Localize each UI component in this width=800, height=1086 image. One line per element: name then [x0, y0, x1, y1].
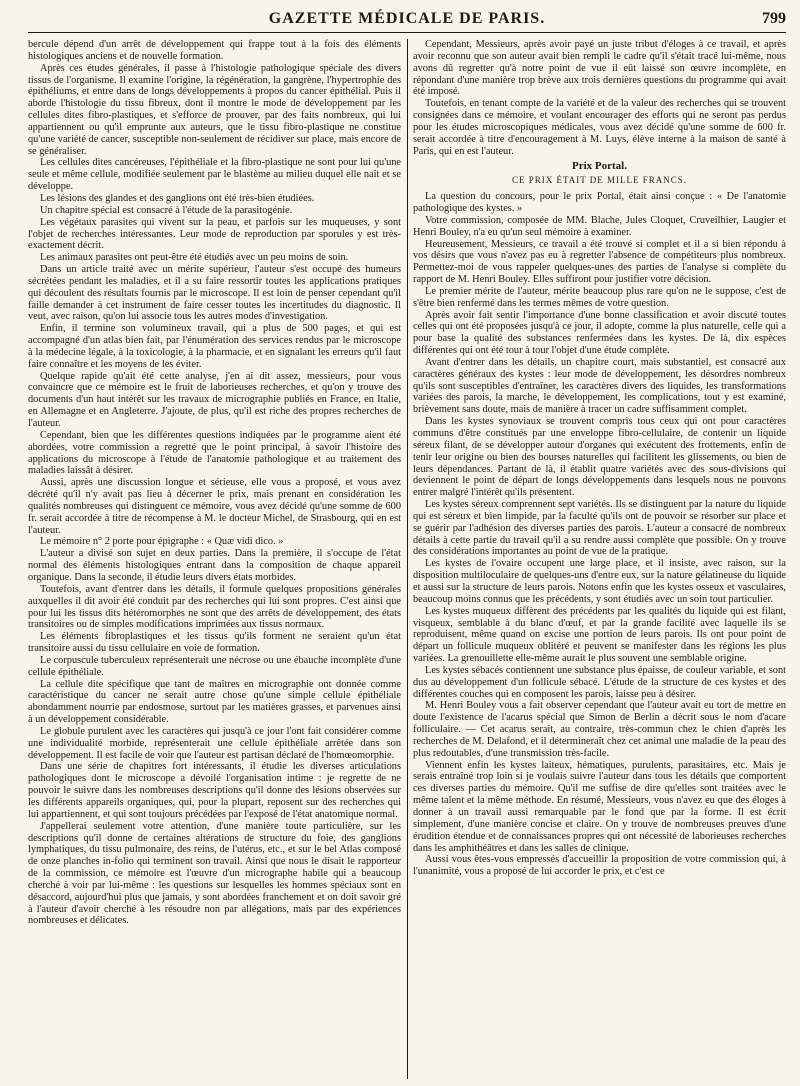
- section-subtitle: CE PRIX ÉTAIT DE MILLE FRANCS.: [511, 175, 688, 186]
- paragraph: J'appellerai seulement votre attention, d'une manière toute particulière, sur les descriptions qu'il donne de certaines altérations de structure du foie, des ganglions lymphatiques, du tissu pulmonaire, des reins, de l'utérus, etc., et sur le bel Atlas composé de onze planches in-folio qui terminent son travail. Ainsi que nous le disait le rapporteur de la commission, ce mémoire est l'œuvre d'un micrographe habile qui a beaucoup cherché à voir par lui-même : les questions sur lesquelles les hommes spéciaux sont en désaccord, aujourd'hui plus que jamais, y sont abordées franchement et on doit savoir gré à l'auteur d'avoir cherché à les résoudre non par allégations, mais par des expériences nombreuses et délicates.: [28, 820, 401, 927]
- text-columns: [28, 39, 786, 1084]
- right-column-top: [413, 39, 786, 157]
- paragraph: Après ces études générales, il passe à l'histologie pathologique spéciale des divers tissus de l'organisme. Il examine l'origine, la régénération, la gangrène, l'hypertrophie des épithéliums, et entre dans de longs développements à propos du cancer épithélial. Puis il aborde l'histologie du tissu fibreux, dont il montre le mode de développement par les cellules dites fibro-plastiques, et s'efforce de prouver, par des faits nombreux, qui lui appartiennent ou qu'il emprunte aux auteurs, que le tissu fibro-plastique ne constitue qu'une variété de cancer, susceptible non-seulement de récidiver sur place, mais encore de se généraliser.: [28, 62, 401, 157]
- paragraph: Les lésions des glandes et des ganglions ont été très-bien étudiées.: [40, 192, 315, 204]
- right-column-bottom: [413, 191, 786, 878]
- page-number: 799: [762, 10, 786, 27]
- paragraph: Le corpuscule tuberculeux représenterait une nécrose ou une ébauche incomplète d'une cellule épithéliale.: [28, 654, 401, 678]
- paragraph: Le premier mérite de l'auteur, mérite beaucoup plus rare qu'on ne le suppose, c'est de s'être bien renfermé dans les termes mêmes de votre question.: [413, 285, 786, 309]
- column-divider: [407, 39, 408, 1079]
- paragraph: Viennent enfin les kystes laiteux, hématiques, purulents, parasitaires, etc. Mais je serais entraîné trop loin si je voulais suivre l'auteur dans tous les détails que comportent ces diverses parties du mémoire. Qu'il me suffise de dire qu'elles sont traitées avec le même talent et la même méthode. En résumé, Messieurs, vous n'avez eu que des éloges à donner à un travail aussi remarquable par le fond que par la forme. Il est écrit simplement, d'une manière concise et claire. On y trouve de nombreuses preuves d'une érudition étendue et de connaissances propres qui ont nécessité de laborieuses recherches dans les amphithéâtres et dans les salles de clinique.: [413, 759, 786, 854]
- paragraph: Toutefois, en tenant compte de la variété et de la valeur des recherches qui se trouvent consignées dans ce mémoire, et voulant encourager des efforts qui ne seront pas perdus pour les études microscopiques médicales, vous avez décidé qu'une somme de 600 fr. serait accordée à titre d'encouragement à M. Luys, élève interne à la maison de santé à Paris, qui en est l'auteur.: [413, 98, 786, 157]
- paragraph: Cependant, bien que les différentes questions indiquées par le programme aient été abordées, votre commission a regretté que le point principal, à savoir l'histoire des applications du microscope à l'étude de l'anatomie pathologique et au traitement des maladies laissât à désirer.: [28, 429, 401, 477]
- paragraph: Votre commission, composée de MM. Blache, Jules Cloquet, Cruveilhier, Laugier et Henri Bouley, n'a eu qu'un seul mémoire à examiner.: [413, 214, 786, 238]
- paragraph: Les végétaux parasites qui vivent sur la peau, et parfois sur les muqueuses, y sont l'objet de recherches intéressantes. Leur mode de reproduction par sporules y est très-exactement décrit.: [28, 216, 401, 252]
- paragraph: Les kystes de l'ovaire occupent une large place, et il insiste, avec raison, sur la disposition multiloculaire de quelques-uns d'entre eux, sur la nature gélatineuse du liquide et aussi sur la structure de leurs parois. Notons enfin que les kystes osseux et vasculaires, beaucoup moins connus que les précédents, y sont étudiés avec un soin tout particulier.: [413, 558, 786, 605]
- paragraph: Les kystes muqueux diffèrent des précédents par les qualités du liquide qui est filant, visqueux, semblable à du blanc d'œuf, et par la grande facilité avec laquelle ils se reproduisent, même quand on excise une portion de leurs parois. Ils ont pour point de départ un follicule muqueux oblitéré et peuvent se manifester dans les régions les plus variées. La grenouillette elle-même aurait le plus souvent une semblable origine.: [413, 605, 786, 665]
- paragraph: Les animaux parasites ont peut-être été étudiés avec un peu moins de soin.: [40, 252, 349, 264]
- paragraph: L'auteur a divisé son sujet en deux parties. Dans la première, il s'occupe de l'état normal des éléments histologiques entrant dans la composition de chaque appareil organique. Dans la seconde, il étudie leurs divers états morbides.: [28, 548, 401, 583]
- paragraph: La question du concours, pour le prix Portal, était ainsi conçue : « De l'anatomie pathologique des kystes. »: [413, 191, 786, 214]
- paragraph: Les éléments fibroplastiques et les tissus qu'ils forment ne seraient qu'un état transitoire aussi du tissu cellulaire en voie de formation.: [28, 631, 401, 655]
- paragraph: Les kystes séreux comprennent sept variétés. Ils se distinguent par la nature du liquide qui est séreux et bien limpide, par la faculté qu'ils ont de pouvoir se résorber sur place et se guérir par l'adhésion des diverses parties des parois. L'auteur a consacré de nombreux détails à cette partie du travail qu'il a su rendre aussi complète que possible. On y trouve des considérations importantes au point de vue de la pratique.: [413, 499, 786, 558]
- paragraph: Après avoir fait sentir l'importance d'une bonne classification et avoir discuté toutes celles qui ont été proposées jusqu'à ce jour, il adopte, comme la plus naturelle, celle qui a pour base la qualité des substances renfermées dans les kystes. De là, dix espèces différentes qui ont été tour à tour l'objet d'une étude complète.: [413, 309, 786, 357]
- paragraph: Dans une série de chapitres fort intéressants, il étudie les diverses articulations pathologiques dont le microscope a dévoilé l'organisation intime : je regrette de ne pouvoir le suivre dans les nombreuses descriptions qu'il donne des lésions observées sur les différents appareils organiques, qui, pour la plupart, reposent sur des recherches qui lui appartiennent, et qui sont toujours précédées par l'exposé de l'état anatomique normal.: [28, 761, 401, 820]
- journal-title: GAZETTE MÉDICALE DE PARIS.: [268, 10, 546, 27]
- paragraph: Aussi, après une discussion longue et sérieuse, elle vous a proposé, et vous avez décrété qu'il n'y avait pas lieu à décerner le prix, mais prenant en considération les qualités nombreuses qui distinguent ce mémoire, vous avez décidé qu'une somme de 600 fr. serait accordée à titre de récompense à M. le docteur Michel, de Strasbourg, qui en est l'auteur.: [28, 477, 401, 536]
- paragraph: Dans les kystes synoviaux se trouvent compris tous ceux qui ont pour caractères communs d'être constitués par une enveloppe fibro-cellulaire, de contenir un liquide séreux filant, de se développer autour d'organes qui exécutent des frottements, enfin de tenir leur origine ou bien des bourses naturelles qui facilitent les glissements, ou bien de leurs dépendances. Partant de là, il établit quatre variétés avec des sous-divisions qui deviennent le point de départ de longs développements dans lesquels nous ne pouvons entrer malgré l'intérêt qu'ils présentent.: [413, 416, 786, 499]
- paragraph: Quelque rapide qu'ait été cette analyse, j'en ai dit assez, messieurs, pour vous convaincre que ce mémoire est le fruit de laborieuses recherches, et qu'on y trouve des documents d'un haut intérêt sur les travaux de micrographie publiés en France, en Italie, en Allemagne et en Angleterre. J'ajoute, de plus, qu'il est riche des propres recherches de l'auteur.: [28, 370, 401, 429]
- paragraph: M. Henri Bouley vous a fait observer cependant que l'auteur avait eu tort de mettre en doute l'existence de l'acarus spécial que Simon de Berlin a décrit sous le nom d'acare folliculaire. — Cet acarus serait, au contraire, très-commun chez le chien d'après les recherches de M. Delafond, et il détermineraît chez cet animal une maladie de la peau des plus redoutables, d'une transmission très-facile.: [413, 700, 786, 759]
- paragraph: Avant d'entrer dans les détails, un chapitre court, mais substantiel, est consacré aux caractères généraux des kystes : leur mode de développement, les désordres nombreux qu'ils sont susceptibles d'entraîner, les caractères divers des liquides, les transformations variées des parois, la marche, le développement, les complications, tout y est examiné, brièvement sans doute, mais de manière à tracer un cadre suffisamment complet.: [413, 356, 786, 416]
- paragraph: Enfin, il termine son volumineux travail, qui a plus de 500 pages, et qui est accompagné d'un atlas bien fait, par l'énumération des services rendus par le microscope à la médecine légale, à la toxicologie, à la pharmacie, et en signalant les erreurs qu'il faut faire connaître et les moyens de les éviter.: [28, 323, 401, 370]
- paragraph: Toutefois, avant d'entrer dans les détails, il formule quelques propositions générales auxquelles il dit avoir été conduit par des recherches qui lui sont propres. C'est ainsi que pour lui les tissus dits hétéromorphes ne sont que des arrêts de développement, des états transitoires ou de simples modifications imprimées aux tissus normaux.: [28, 583, 401, 631]
- paragraph: Le mémoire n° 2 porte pour épigraphe : « Quæ vidi dico. »: [40, 536, 284, 548]
- paragraph: Cependant, Messieurs, après avoir payé un juste tribut d'éloges à ce travail, et après avoir reconnu que son auteur avait bien rempli le cadre qu'il s'était tracé lui-même, nous avons dû regretter qu'à notre point de vue il eût laissé son œuvre incomplète, en répondant d'une manière trop brève aux trois dernières questions du programme qui avait été imposé.: [413, 39, 786, 98]
- paragraph: Dans un article traité avec un mérite supérieur, l'auteur s'est occupé des humeurs sécrétées pendant les maladies, et il a su faire ressortir toutes les applications pratiques qui découlent des résultats fournis par le microscope. Il est loin de penser cependant qu'il faille demander à cet instrument de faire cesser toutes les incertitudes du diagnostic. Il veut, avec raison, qu'on lui associe tous les autres modes d'investigation.: [28, 264, 401, 323]
- paragraph: Les kystes sébacés contiennent une substance plus épaisse, de couleur variable, et sont dus au développement d'un follicule sébacé. L'étude de la structure de ces kystes et des différentes couches qui en composent les parois, laisse peu à désirer.: [413, 664, 786, 700]
- right-column: [413, 39, 786, 1084]
- left-column: [28, 39, 401, 1084]
- paragraph: Aussi vous êtes-vous empressés d'accueillir la proposition de votre commission qui, à l'unanimité, vous a proposé de lui accorder le prix, et c'est ce: [413, 854, 786, 878]
- paragraph: Un chapitre spécial est consacré à l'étude de la parasitogénie.: [40, 204, 293, 216]
- page-header: [28, 8, 786, 33]
- paragraph: bercule dépend d'un arrêt de développement qui frappe tout à la fois des éléments histologiques anciens et de nouvelle formation.: [28, 39, 401, 62]
- paragraph: Les cellules dites cancéreuses, l'épithéliale et la fibro-plastique ne sont pour lui qu'une seule et même cellule, modifiée seulement par le blastème au milieu duquel elle naît et se développe.: [28, 157, 401, 193]
- paragraph: La cellule dite spécifique que tant de maîtres en micrographie ont donnée comme caractéristique du cancer ne serait autre chose qu'une simple cellule épithéliale abondamment nourrie par endosmose, surtout par les matières grasses, et parvenues ainsi à un développement considérable.: [28, 678, 401, 726]
- section-title: Prix Portal.: [572, 160, 627, 173]
- paragraph: Heureusement, Messieurs, ce travail a été trouvé si complet et il a si bien répondu à vos désirs que vous n'avez pas eu à regretter l'absence de compétiteurs plus nombreux. Permettez-moi de vous rappeler quelques-unes des parties de l'analyse si complète du rapport de M. Henri Bouley. Elles suffiront pour justifier votre décision.: [413, 238, 786, 286]
- paragraph: Le globule purulent avec les caractères qui jusqu'à ce jour l'ont fait considérer comme une individualité morbide, représenterait une cellule épithéliale arrêtée dans son développement. Il est facile de voir que l'auteur est partisan déclaré de l'homœomorphie.: [28, 725, 401, 761]
